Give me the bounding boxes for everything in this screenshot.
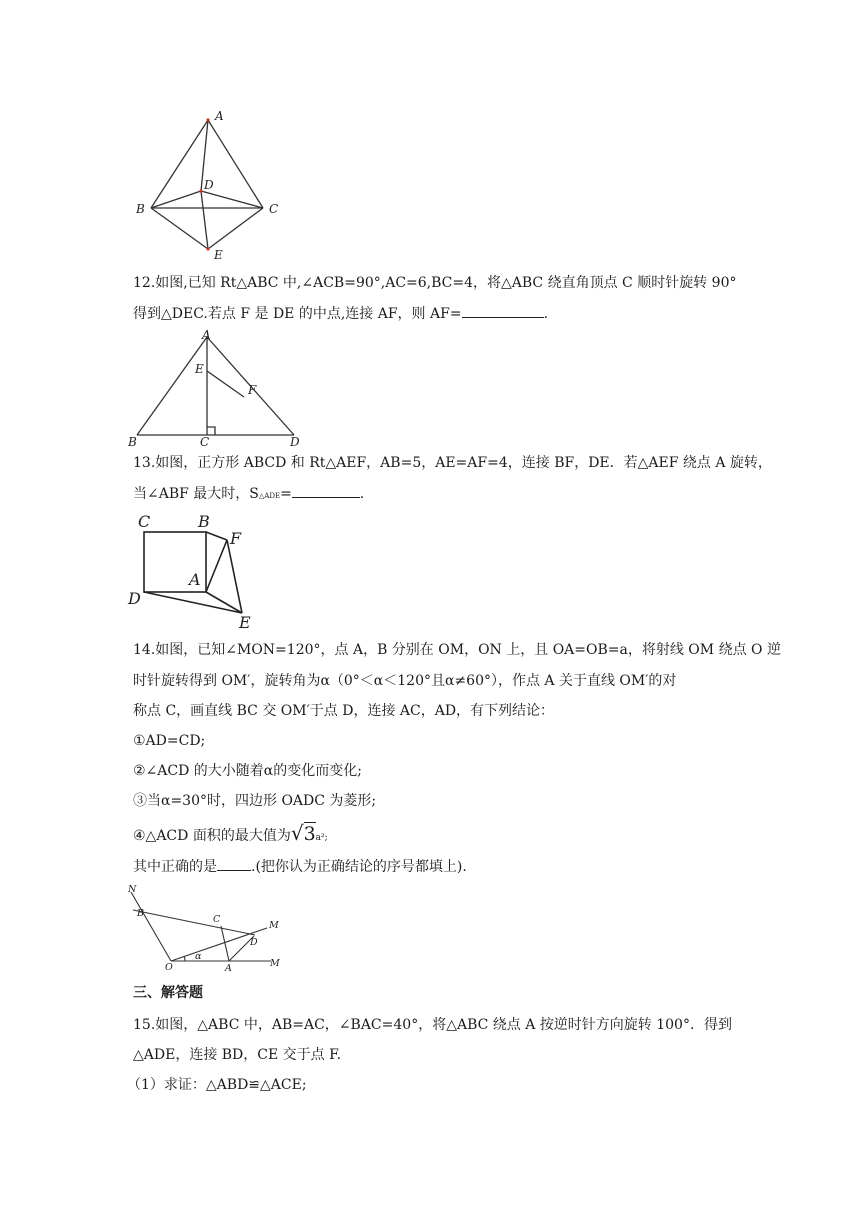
q14-line1: 14.如图，已知∠MON=120°，点 A，B 分别在 OM，ON 上，且 OA=OB=a，将射线 OM 绕点 O 逆	[133, 642, 781, 658]
ray-on	[131, 892, 171, 961]
q15-line1: 15.如图，△ABC 中，AB=AC，∠BAC=40°，将△ABC 绕点 A 按逆时针方向旋转 100°．得到	[133, 1017, 732, 1033]
q14-line2: 时针旋转得到 OM′，旋转角为α（0°＜α＜120°且α≠60°），作点 A 关于直线 OM′的对	[133, 673, 677, 689]
label-n: N	[128, 884, 137, 895]
q14-item4: ④△ACD 面积的最大值为√3a²;	[133, 821, 328, 845]
label-a: A	[225, 963, 232, 972]
label-a: A	[215, 109, 224, 123]
label-c: C	[138, 512, 151, 531]
line-bd	[133, 910, 255, 935]
q14-answer: 其中正确的是 .(把你认为正确结论的序号都填上).	[133, 856, 467, 877]
q14-line3: 称点 C，画直线 BC 交 OM′于点 D，连接 AC，AD，有下列结论：	[133, 703, 555, 719]
label-e: E	[195, 362, 204, 376]
label-c: C	[200, 435, 210, 449]
label-a: A	[202, 328, 211, 342]
label-e: E	[239, 613, 251, 632]
segment-bd	[151, 191, 201, 208]
q14-item3: ③当α=30°时，四边形 OADC 为菱形;	[133, 793, 377, 809]
label-m: M	[270, 958, 280, 969]
label-c: C	[269, 202, 279, 216]
segment-de	[201, 191, 208, 249]
angle-alpha-arc	[184, 956, 185, 961]
q13-line1: 13.如图，正方形 ABCD 和 Rt△AEF，AB=5，AE=AF=4，连接 BF，DE．若△AEF 绕点 A 旋转，	[133, 455, 772, 471]
answer-blank[interactable]	[462, 303, 544, 318]
q14-item1: ①AD=CD;	[133, 733, 206, 749]
figure-q11	[130, 105, 290, 265]
segment-bf	[206, 532, 227, 540]
figure-q12	[127, 328, 307, 450]
label-alpha: α	[195, 951, 202, 962]
q15-part1: （1）求证：△ABD≌△ACE;	[127, 1077, 307, 1093]
segment-af	[206, 540, 227, 592]
label-d: D	[128, 589, 141, 608]
figure-q13	[127, 508, 267, 633]
segment-ab	[151, 120, 208, 208]
segment-be	[151, 208, 208, 249]
label-d: D	[290, 435, 300, 449]
figure-q14	[127, 882, 287, 972]
answer-blank[interactable]	[217, 856, 251, 871]
label-d: D	[204, 178, 214, 192]
answer-blank[interactable]	[292, 483, 360, 498]
label-o: O	[165, 962, 173, 972]
segment-ef	[207, 371, 244, 397]
label-b: B	[128, 435, 137, 449]
q12-line2: 得到△DEC.若点 F 是 DE 的中点,连接 AF，则 AF= .	[133, 303, 548, 324]
q14-item2: ②∠ACD 的大小随着α的变化而变化;	[133, 763, 362, 779]
label-b: B	[137, 908, 144, 919]
q12-line1: 12.如图,已知 Rt△ABC 中,∠ACB=90°,AC=6,BC=4，将△ABC 绕直角顶点 C 顺时针旋转 90°	[133, 275, 737, 291]
segment-fe	[227, 540, 242, 613]
right-angle-mark	[207, 427, 215, 435]
label-c: C	[213, 914, 221, 925]
label-m-prime: M	[269, 920, 279, 931]
q15-line2: △ADE，连接 BD，CE 交于点 F.	[133, 1047, 342, 1063]
label-e: E	[214, 248, 223, 262]
label-f: F	[230, 529, 242, 548]
label-b: B	[136, 202, 145, 216]
segment-de	[144, 592, 242, 613]
label-a: A	[189, 570, 201, 589]
q13-line2: 当∠ABF 最大时，S△ADE= .	[133, 483, 364, 506]
section-heading: 三、解答题	[133, 985, 203, 1001]
label-b: B	[198, 512, 210, 531]
segment-ce	[208, 208, 263, 249]
label-f: F	[248, 383, 257, 397]
segment-ab	[137, 337, 207, 435]
label-d: D	[250, 937, 258, 948]
sqrt-symbol: √	[290, 821, 304, 845]
